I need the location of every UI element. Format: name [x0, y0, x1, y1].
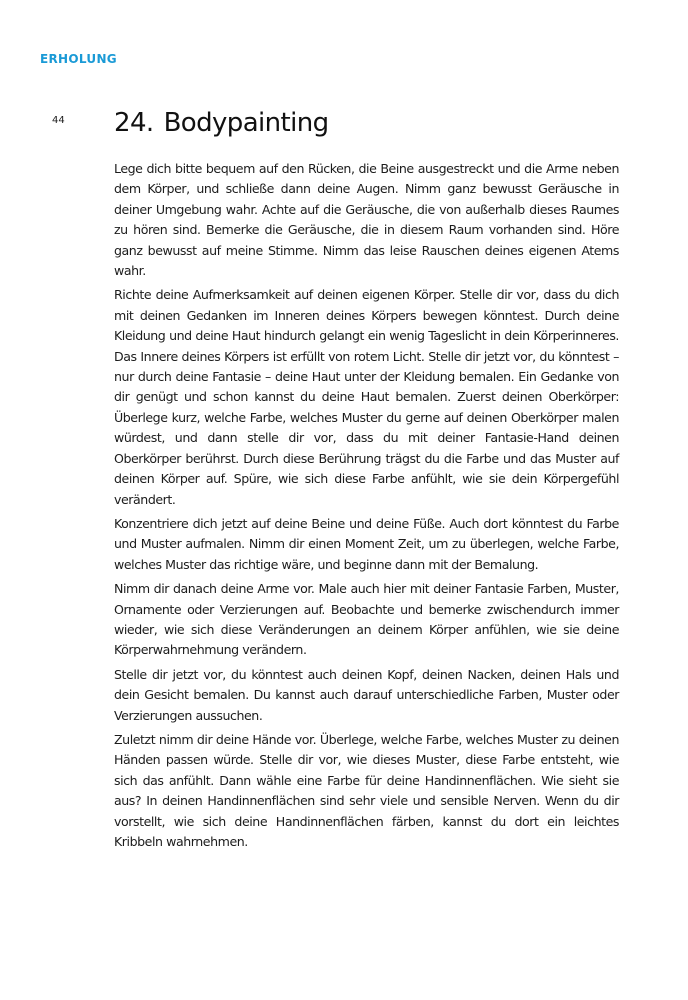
paragraph: Stelle dir jetzt vor, du könntest auch deinen Kopf, deinen Nacken, deinen Hals und dein Gesicht bemalen. Du kannst auch darauf unterschiedliche Farben, Muster oder Verzierungen aussuchen. — [114, 666, 619, 723]
chapter-title — [114, 108, 329, 138]
body-text — [114, 159, 619, 856]
paragraph: Zuletzt nimm dir deine Hände vor. Überlege, welche Farbe, welches Muster zu deinen Händen passen würde. Stelle dir vor, wie dieses Muster, diese Farbe entsteht, wie sich das anfühlt. Dann wähle eine Farbe für deine Handinnenflächen. Wie sieht sie aus? In deinen Handinnenflächen sind sehr viele und sensible Nerven. Wenn du dir vorstellt, wie sich deine Handinnenflächen färben, kannst du dort ein leichtes Kribbeln wahrnehmen. — [114, 731, 619, 849]
paragraph: Konzentriere dich jetzt auf deine Beine und deine Füße. Auch dort könntest du Farbe und Muster aufmalen. Nimm dir einen Moment Zeit, um zu überlegen, welche Farbe, welches Muster das richtige wäre, und beginne dann mit der Bemalung. — [114, 515, 619, 572]
paragraph: Richte deine Aufmerksamkeit auf deinen eigenen Körper. Stelle dir vor, dass du dich mit deinen Gedanken im Inneren deines Körpers bewegen könntest. Durch deine Kleidung und deine Haut hindurch gelangt ein wenig Tageslicht in dein Körperinneres. Das Innere deines Körpers ist erfüllt von rotem Licht. Stelle dir jetzt vor, du könntest – nur durch deine Fantasie – deine Haut unter der Kleidung bemalen. Ein Gedanke von dir genügt und schon kannst du deine Haut bemalen. Zuerst deinen Oberkörper: Überlege kurz, welche Farbe, welches Muster du gerne auf deinen Oberkörper malen würdest, und dann stelle dir vor, dass du mit deiner Fantasie-Hand deinen Oberkörper berührst. Durch diese Berührung trägst du die Farbe und das Muster auf deinen Körper auf. Spüre, wie sich diese Farbe anfühlt, wie sie dein Körpergefühl verändert. — [114, 287, 619, 507]
paragraph: Nimm dir danach deine Arme vor. Male auch hier mit deiner Fantasie Farben, Muster, Ornamente oder Verzierungen auf. Beobachte und bemerke zwischendurch immer wieder, wie sich diese Veränderungen an deinem Körper anfühlen, wie sie deine Körperwahrnehmung verändern. — [114, 581, 619, 658]
page-number: 44 — [52, 115, 65, 126]
chapter-number: 24. — [114, 108, 154, 138]
chapter-title-text: Bodypainting — [163, 108, 329, 138]
section-label: ERHOLUNG — [40, 52, 117, 66]
paragraph: Lege dich bitte bequem auf den Rücken, die Beine ausgestreckt und die Arme neben dem Körper, und schließe dann deine Augen. Nimm ganz bewusst Geräusche in deiner Umgebung wahr. Achte auf die Geräusche, die von außerhalb dieses Raumes zu hören sind. Bemerke die Geräusche, die in diesem Raum vorhanden sind. Höre ganz bewusst auf meine Stimme. Nimm das leise Rauschen deines eigenen Atems wahr. — [114, 161, 619, 279]
